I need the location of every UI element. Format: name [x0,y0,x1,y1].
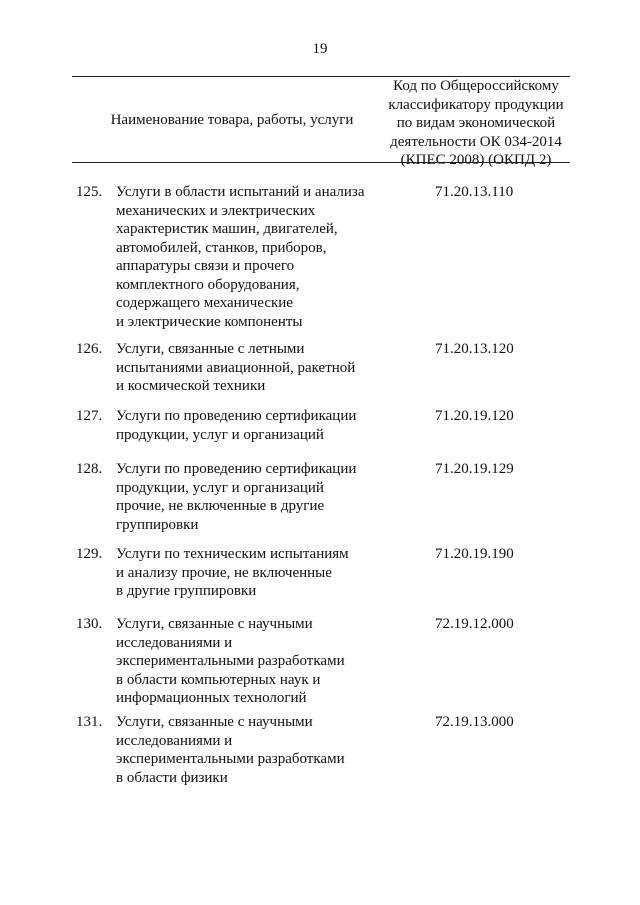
row-number: 125. [76,184,103,200]
row-okpd2-code: 71.20.13.110 [435,184,514,200]
row-service-name-line: Услуги, связанные с научными [116,714,313,730]
row-service-name-line: продукции, услуг и организаций [116,479,324,496]
row-service-name [116,545,396,601]
column-header-code-line: (КПЕС 2008) (ОКПД 2) [400,152,552,168]
row-okpd2-code: 71.20.13.120 [435,341,514,357]
row-service-name-line: в другие группировки [116,583,257,599]
row-service-name-line: и анализу прочие, не включенные [116,564,332,581]
column-header-code-line: по видам экономической [396,115,556,131]
column-header-code-line: деятельности ОК 034-2014 [390,133,562,150]
row-service-name [116,713,396,787]
row-service-name-line: аппаратуры связи и прочего [116,258,295,274]
row-service-name-line: в области компьютерных наук и [116,671,321,688]
row-service-name-line: исследованиями и [116,634,233,651]
row-service-name-line: и электрические компоненты [116,313,303,330]
row-service-name-line: Услуги по проведению сертификации [116,461,357,477]
row-okpd2-code: 71.20.19.120 [435,408,514,424]
row-number: 126. [76,341,103,357]
column-header-code-line: классификатору продукции [388,96,564,113]
row-service-name-line: автомобилей, станков, приборов, [116,239,327,256]
row-service-name-line: информационных технологий [116,690,307,706]
row-service-name-line: экспериментальными разработками [116,653,345,669]
row-number: 129. [76,546,103,562]
row-service-name [116,183,396,331]
row-service-name-line: Услуги, связанные с летными [116,341,305,357]
row-number: 127. [76,408,103,424]
row-number: 128. [76,461,103,477]
row-okpd2-code: 71.20.19.190 [435,546,514,562]
column-header-code [380,77,572,170]
page-number: 19 [312,41,328,57]
row-service-name-line: комплектного оборудования, [116,276,300,293]
row-service-name-line: механических и электрических [116,202,316,219]
row-service-name-line: группировки [116,516,199,533]
row-service-name-line: характеристик машин, двигателей, [116,221,338,237]
row-service-name-line: в области физики [116,769,228,786]
row-service-name-line: Услуги в области испытаний и анализа [116,184,365,200]
row-service-name-line: прочие, не включенные в другие [116,498,325,514]
row-service-name [116,615,396,708]
row-service-name [116,460,396,534]
column-header-name: Наименование товара, работы, услуги [110,112,354,128]
row-service-name-line: экспериментальными разработками [116,751,345,767]
row-service-name-line: исследованиями и [116,732,233,749]
row-service-name-line: и космической техники [116,378,266,394]
row-service-name-line: Услуги по техническим испытаниям [116,546,349,562]
row-service-name-line: содержащего механические [116,295,293,311]
row-service-name-line: продукции, услуг и организаций [116,426,324,443]
column-header-code-line: Код по Общероссийскому [393,78,559,94]
row-okpd2-code: 72.19.13.000 [435,714,514,730]
table-header-rule [72,162,570,163]
row-service-name-line: Услуги, связанные с научными [116,616,313,632]
row-number: 131. [76,714,103,730]
row-okpd2-code: 72.19.12.000 [435,616,514,632]
row-okpd2-code: 71.20.19.129 [435,461,514,477]
row-service-name-line: испытаниями авиационной, ракетной [116,359,356,376]
row-service-name [116,407,396,444]
row-service-name-line: Услуги по проведению сертификации [116,408,357,424]
row-service-name [116,340,396,396]
row-number: 130. [76,616,103,632]
